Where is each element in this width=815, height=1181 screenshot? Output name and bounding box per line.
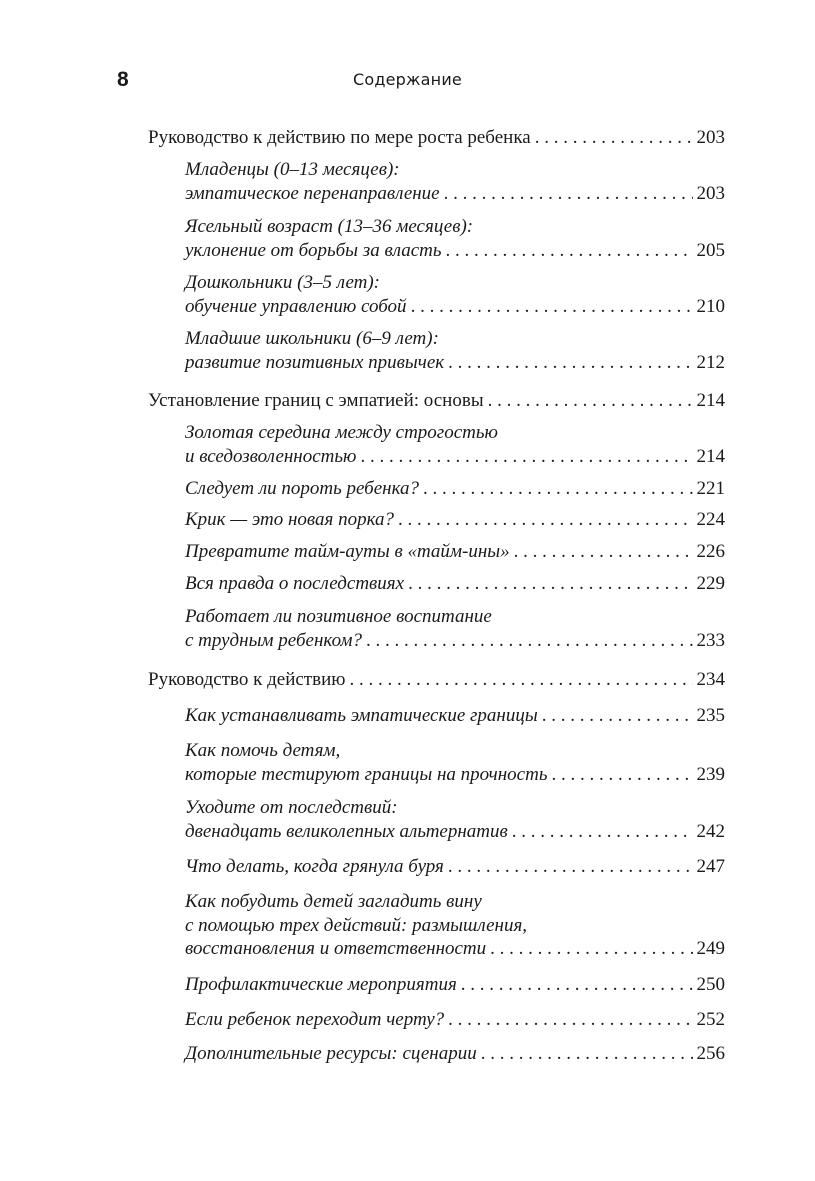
toc-entry-line [185,271,725,295]
dot-leader [444,182,693,206]
dot-leader [490,937,692,961]
toc-entry-title: Следует ли пороть ребенка? [185,478,420,499]
toc-subsection[interactable] [185,215,725,262]
toc-entry-line [185,796,725,820]
toc-entry-line [185,914,725,938]
toc-section[interactable] [148,126,725,150]
dot-leader [423,477,692,501]
toc-page-number: 256 [696,1043,725,1064]
toc-subsection[interactable] [185,890,725,961]
toc-entry-title: Ясельный возраст (13–36 месяцев): [185,216,474,237]
toc-subsection[interactable] [185,704,725,728]
toc-entry-line [185,763,725,787]
toc-page-number: 205 [696,239,725,261]
toc-entry-line [148,389,725,413]
toc-entry-title: Крик — это новая порка? [185,509,395,530]
toc-entry-title: Руководство к действию [148,669,346,690]
dot-leader [446,239,693,263]
toc-page-number: 233 [696,629,725,651]
toc-subsection[interactable] [185,605,725,652]
toc-entry-line [148,668,725,692]
toc-page-number: 247 [696,856,725,877]
toc-entry-title: Работает ли позитивное воспитание [185,606,492,627]
dot-leader [398,508,692,532]
toc-subsection[interactable] [185,572,725,596]
dot-leader [408,572,692,596]
toc-entry-title: Уходите от последствий: [185,797,398,818]
toc-subsection[interactable] [185,327,725,374]
toc-subsection[interactable] [185,739,725,786]
toc-entry-line [185,295,725,319]
toc-entry-title: Как побудить детей загладить вину [185,891,482,912]
toc-entry-title: Превратите тайм-ауты в «тайм-ины» [185,541,510,562]
toc-page-number: 212 [696,351,725,373]
toc-entry-line [148,126,725,150]
toc-page-number: 249 [696,938,725,959]
toc-entry-line [185,215,725,239]
toc-entry-title: развитие позитивных привычек [185,351,445,373]
toc-entry-title: с трудным ребенком? [185,629,362,651]
toc-subsection[interactable] [185,973,725,997]
running-title: Содержание [353,70,462,89]
toc-entry-line [185,351,725,375]
toc-entry-title: Золотая середина между строгостью [185,422,498,443]
dot-leader [349,668,692,692]
toc-entry-title: и вседозволенностью [185,445,357,467]
dot-leader [514,540,693,564]
dot-leader [512,820,693,844]
dot-leader [411,295,693,319]
toc-entry-title: Как помочь детям, [185,740,341,761]
dot-leader [551,763,692,787]
toc-entry-line [185,158,725,182]
toc-page-number: 250 [696,974,725,995]
toc-entry-line [185,572,725,596]
toc-subsection[interactable] [185,796,725,843]
toc-entry-title: Профилактические мероприятия [185,974,457,995]
toc-entry-title: Дошкольники (3–5 лет): [185,272,381,293]
dot-leader [448,351,692,375]
toc-entry-title: с помощью трех действий: размышления, [185,914,528,936]
toc-entry-title: Младенцы (0–13 месяцев): [185,159,400,180]
toc-subsection[interactable] [185,540,725,564]
toc-entry-line [185,477,725,501]
toc-subsection[interactable] [185,1042,725,1066]
toc-page-number: 234 [696,669,725,690]
toc-entry-title: Как устанавливать эмпатические границы [185,705,538,726]
toc-page-number: 242 [696,820,725,842]
toc-entry-title: Если ребенок переходит черту? [185,1009,445,1030]
toc-subsection[interactable] [185,158,725,205]
toc-subsection[interactable] [185,1008,725,1032]
toc-entry-line [185,327,725,351]
toc-entry-title: Вся правда о последствиях [185,573,405,594]
toc-entry-line [185,1008,725,1032]
toc-page-number: 224 [696,509,725,530]
toc-entry-line [185,937,725,961]
toc-entry-title: уклонение от борьбы за власть [185,239,442,261]
dot-leader [535,126,693,150]
toc-entry-title: двенадцать великолепных альтернатив [185,820,508,842]
toc-page-number: 203 [696,127,725,148]
toc-entry-line [185,421,725,445]
page-number: 8 [117,68,129,91]
toc-entry-title: Установление границ с эмпатией: основы [148,390,484,411]
dot-leader [448,855,693,879]
toc-page-number: 226 [696,541,725,562]
toc-entry-line [185,508,725,532]
dot-leader [448,1008,692,1032]
toc-entry-title: Дополнительные ресурсы: сценарии [185,1043,477,1064]
toc-page-number: 210 [696,295,725,317]
toc-page-number: 252 [696,1009,725,1030]
dot-leader [481,1042,693,1066]
toc-entry-line [185,182,725,206]
toc-entry-line [185,445,725,469]
toc-entry-title: обучение управлению собой [185,295,407,317]
toc-subsection[interactable] [185,271,725,318]
toc-subsection[interactable] [185,508,725,532]
toc-entry-line [185,855,725,879]
toc-entry-line [185,1042,725,1066]
toc-entry-line [185,605,725,629]
toc-page-number: 214 [696,445,725,467]
toc-page-number: 214 [696,390,725,411]
toc-section[interactable] [148,389,725,413]
dot-leader [360,445,692,469]
toc-entry-line [185,629,725,653]
toc-entry-title: эмпатическое перенаправление [185,182,440,204]
toc-entry-line [185,540,725,564]
dot-leader [461,973,693,997]
toc-section[interactable] [148,668,725,692]
toc-entry-line [185,890,725,914]
toc-entry-line [185,704,725,728]
toc-entry-title: которые тестируют границы на прочность [185,763,548,785]
toc-entry-line [185,820,725,844]
dot-leader [542,704,693,728]
dot-leader [488,389,693,413]
toc-page-number: 221 [696,478,725,499]
toc-page-number: 203 [696,182,725,204]
toc-subsection[interactable] [185,477,725,501]
toc-page-number: 229 [696,573,725,594]
toc-subsection[interactable] [185,421,725,468]
toc-page-number: 235 [696,705,725,726]
toc-entry-line [185,973,725,997]
toc-page-number: 239 [696,763,725,785]
toc-entry-title: Младшие школьники (6–9 лет): [185,328,439,349]
toc-entry-line [185,239,725,263]
toc-entry-title: Руководство к действию по мере роста ребенка [148,127,531,148]
toc-entry-title: восстановления и ответственности [185,938,487,959]
toc-entry-title: Что делать, когда грянула буря [185,856,444,877]
toc-entry-line [185,739,725,763]
dot-leader [366,629,693,653]
toc-subsection[interactable] [185,855,725,879]
